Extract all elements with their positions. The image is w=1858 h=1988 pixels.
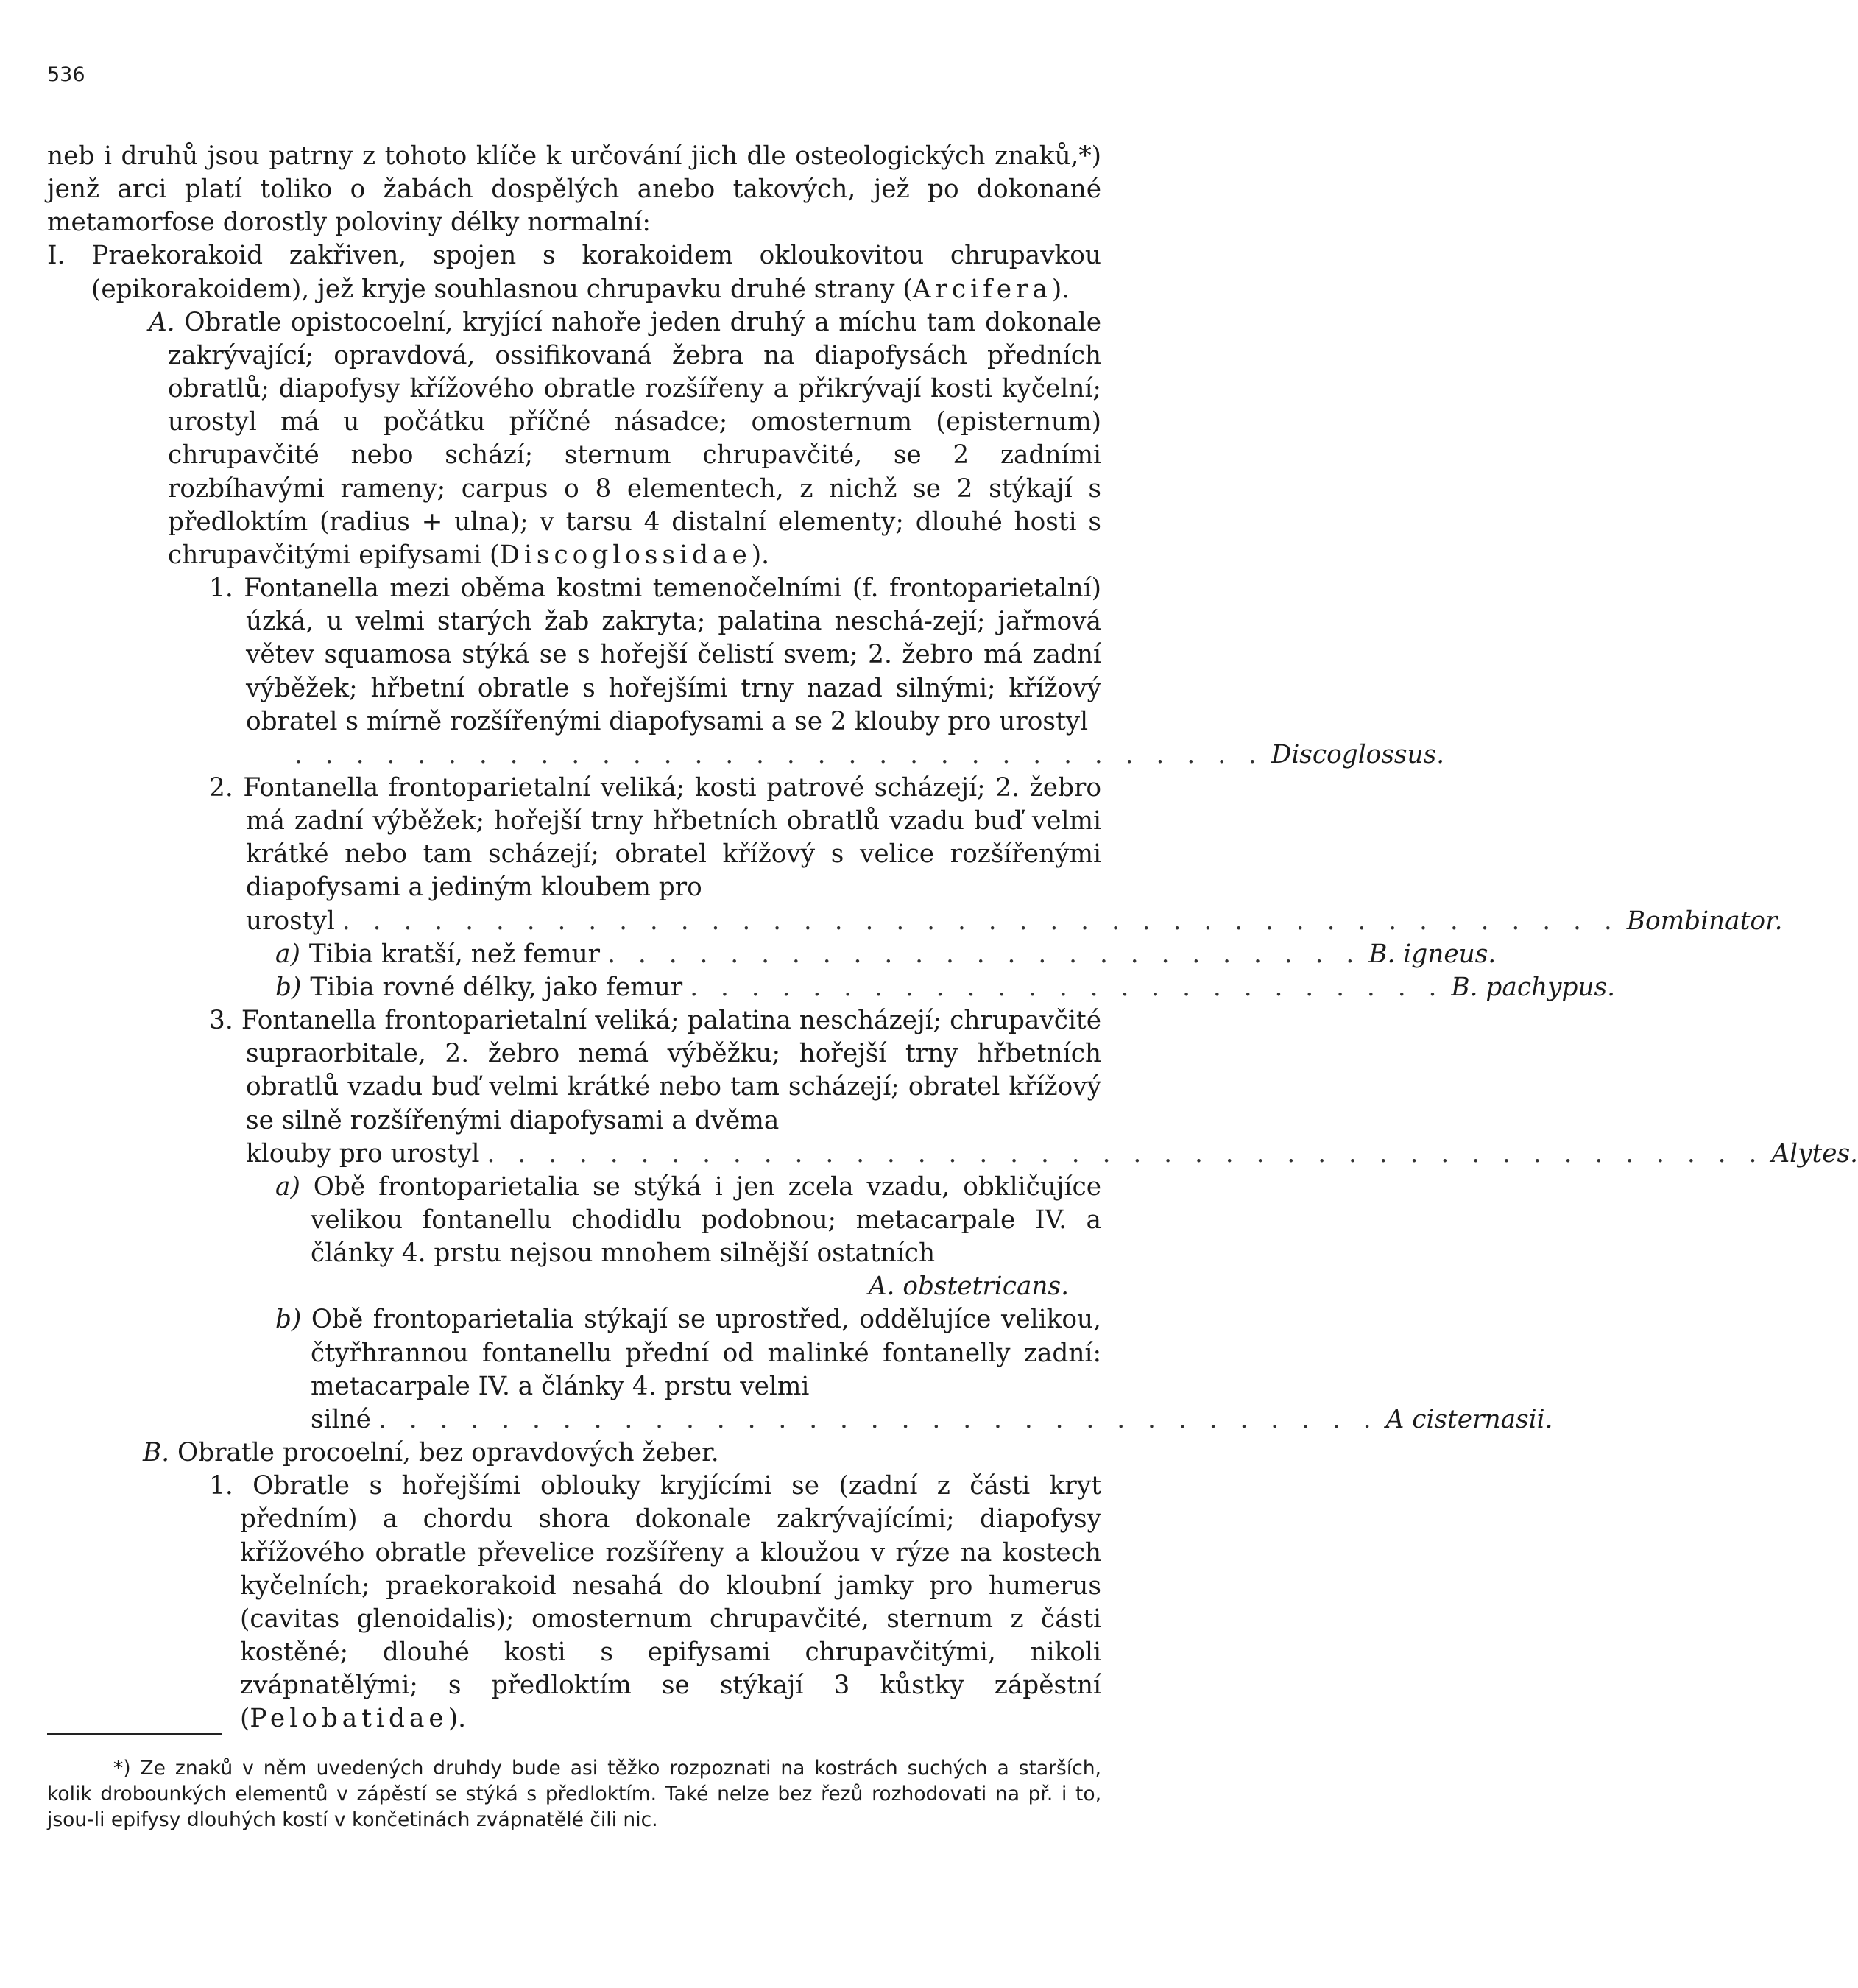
item-3b-mark: b) <box>275 1305 302 1335</box>
item-2b-mark: b) <box>275 972 302 1002</box>
item-2-genus: Bombinator. <box>1626 906 1783 936</box>
item-3 <box>47 1004 1101 1138</box>
item-3b-text: Obě frontoparietalia stýkají se uprostřed, oddělujíce velikou, čtyřhrannou fontanellu přední od malinké fontanelly zadní: metacarpale IV. a články 4. prstu velmi <box>311 1305 1101 1401</box>
item-2b-row <box>47 971 1616 1004</box>
leader-dots: . . . . . . . . . . . . . . . . . . . . . . . . . . . . . . . . <box>294 739 1264 769</box>
item-b1-num: 1. <box>209 1471 233 1501</box>
item-2b-text: Tibia rovné délky, jako femur <box>310 972 683 1002</box>
item-1 <box>47 572 1101 739</box>
section-a-end: ). <box>751 540 770 570</box>
section-i-name: Arcifera <box>912 274 1052 304</box>
item-b1-name: Pelobatidae <box>250 1704 448 1734</box>
item-2-text: Fontanella frontoparietalní veliká; kosti patrové scházejí; 2. žebro má zadní výběžek; hořejší trny hřbetních obratlů vzadu buď velmi krátké nebo tam scházejí; obratel křížový s velice rozšířenými diapofysami a jediným kloubem pro <box>243 772 1101 903</box>
leader-dots: . . . . . . . . . . . . . . . . . . . . . . . . . <box>607 939 1362 969</box>
item-3-genus: Alytes. <box>1771 1138 1858 1169</box>
section-a-name: Discoglossidae <box>499 540 752 570</box>
leader-dots: . . . . . . . . . . . . . . . . . . . . . . . . . . . . . . . . . . . . . . . . . . <box>487 1138 1765 1169</box>
page-number: 536 <box>47 63 85 86</box>
item-1-genus-row <box>47 739 1445 772</box>
intro-paragraph: neb i druhů jsou patrny z tohoto klíče k určování jich dle osteologických znaků,*) jenž arci platí toliko o žabách dospělých anebo takových, jež po dokonané metamorfose dorostly poloviny délky normalní: <box>47 141 1101 238</box>
item-2-genus-row <box>47 905 1783 938</box>
item-2b-species: B. pachypus. <box>1451 972 1616 1002</box>
item-2a-species: B. igneus. <box>1368 939 1497 969</box>
item-3a <box>47 1171 1101 1270</box>
item-3b-species-row <box>47 1403 1553 1437</box>
section-a <box>47 306 1101 572</box>
item-3a-text: Obě frontoparietalia se stýká i jen zcela vzadu, obkličujíce velikou fontanellu chodidlu podobnou; metacarpale IV. a články 4. prstu nejsou mnohem silnější ostatních <box>311 1171 1101 1269</box>
section-a-mark: A. <box>149 307 175 337</box>
item-b1-end: ). <box>448 1704 466 1734</box>
item-1-num: 1. <box>209 574 233 604</box>
section-b-mark: B. <box>143 1438 170 1468</box>
item-2-num: 2. <box>209 772 233 803</box>
section-b <box>47 1437 1101 1470</box>
main-text <box>47 140 1858 1736</box>
item-3b <box>47 1303 1101 1403</box>
item-b1 <box>47 1470 1101 1735</box>
item-3-num: 3. <box>209 1006 233 1036</box>
item-2a-row <box>47 938 1497 971</box>
item-3-genus-row <box>47 1138 1858 1171</box>
item-1-genus: Discoglossus. <box>1271 739 1445 769</box>
item-3a-species: A. obstetricans. <box>868 1272 1069 1302</box>
section-i-end: ). <box>1051 274 1070 304</box>
section-a-text: Obratle opistocoelní, kryjící nahoře jeden druhý a míchu tam dokonale zakrývající; opravdová, ossifikovaná žebra na diapofysách předních obratlů; diapofysy křížového obratle rozšířeny a přikrývají kosti kyčelní; urostyl má u počátku příčné násadce; omosternum (episternum) chrupavčité nebo schází; sternum chrupavčité, se 2 zadními rozbíhavými rameny; carpus o 8 elementech, z nichž se 2 stýkají s předloktím (radius + ulna); v tarsu 4 distalní elementy; dlouhé hosti s chrupavčitými epifysami ( <box>168 307 1102 570</box>
item-3-text: Fontanella frontoparietalní veliká; palatina nescházejí; chrupavčité supraorbitale, 2. žebro nemá výběžku; hořejší trny hřbetních obratlů vzadu buď velmi krátké nebo tam scházejí; obratel křížový se silně rozšířenými diapofysami a dvěma <box>241 1006 1101 1135</box>
item-3b-species: A cisternasii. <box>1385 1404 1553 1434</box>
footnote <box>47 1755 1101 1833</box>
leader-dots: . . . . . . . . . . . . . . . . . . . . . . . . . . . . . . . . . . . . . . . . . . <box>342 906 1619 936</box>
section-i-text: I. Praekorakoid zakřiven, spojen s korakoidem okloukovitou chrupavkou (epikorakoidem), jež kryje souhlasnou chrupavku druhé strany ( <box>47 241 1101 304</box>
item-3-tail: klouby pro urostyl <box>246 1138 480 1169</box>
footnote-text: *) Ze znaků v něm uvedených druhdy bude asi těžko rozpoznati na kostrách suchých a starších, kolik drobounkých elementů v zápěstí se stýká s předloktím. Také nelze bez řezů rozhodovati na př. i to, jsou-li epifysy dlouhých kostí v končetinách zvápnatělé čili nic. <box>47 1757 1101 1831</box>
item-2-tail: urostyl <box>246 906 335 936</box>
item-2a-mark: a) <box>275 939 300 969</box>
section-i <box>47 239 1101 306</box>
item-2a-text: Tibia kratší, než femur <box>308 939 601 969</box>
footnote-divider <box>47 1733 222 1735</box>
section-b-text: Obratle procoelní, bez opravdových žeber. <box>177 1438 719 1468</box>
item-1-text: Fontanella mezi oběma kostmi temenočelními (f. frontoparietalní) úzká, u velmi starých žab zakryta; palatina neschá-zejí; jařmová větev squamosa stýká se s hořejší čelistí svem; 2. žebro má zadní výběžek; hřbetní obratle s hořejšími trny nazad silnými; křížový obratel s mírně rozšířenými diapofysami a se 2 klouby pro urostyl <box>244 574 1101 736</box>
item-3b-tail: silné <box>311 1404 371 1434</box>
leader-dots: . . . . . . . . . . . . . . . . . . . . . . . . . <box>690 972 1444 1002</box>
item-2 <box>47 772 1101 905</box>
leader-dots: . . . . . . . . . . . . . . . . . . . . . . . . . . . . . . . . . <box>378 1404 1379 1434</box>
item-b1-text: Obratle s hořejšími oblouky kryjícími se (zadní z části kryt předním) a chordu shora dokonale zakrývajícími; diapofysy křížového obratle převelice rozšířeny a kloužou v rýze na kostech kyčelních; praekorakoid nesahá do kloubní jamky pro humerus (cavitas glenoidalis); omosternum chrupavčité, sternum z části kostěné; dlouhé kosti s epifysami chrupavčitými, nikoli zvápnatělými; s předloktím se stýkají 3 kůstky zápěstní ( <box>240 1471 1101 1734</box>
item-3a-mark: a) <box>275 1171 300 1202</box>
